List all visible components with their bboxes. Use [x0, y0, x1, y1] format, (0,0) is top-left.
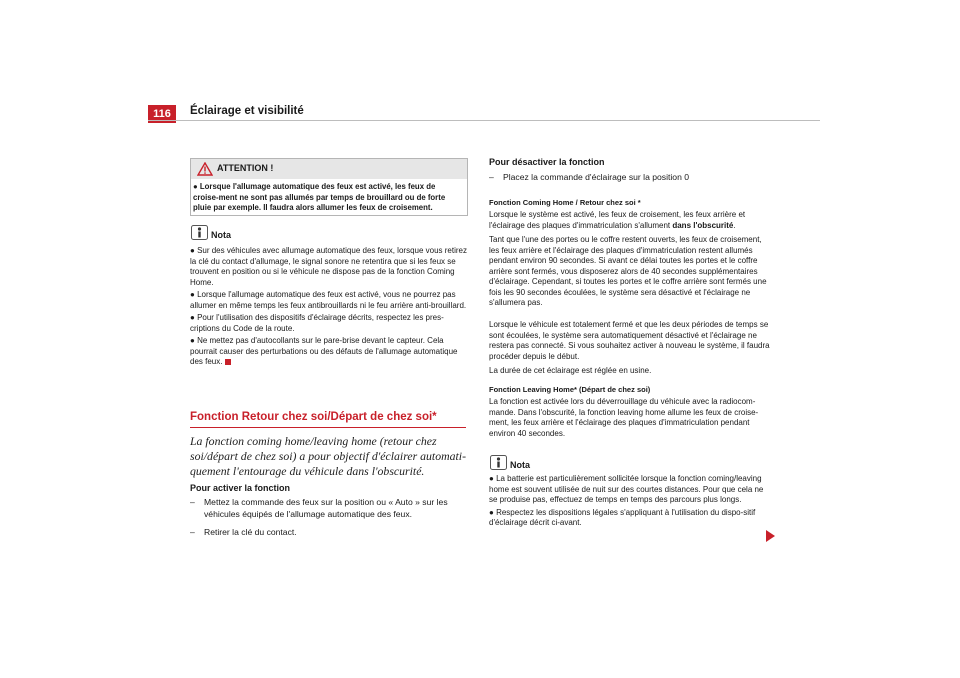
- list-item: ● Lorsque l'allumage automatique des feux est activé, vous ne pourrez pas allumer en même temps les feux antibrouillards ni le feu arrière anti-brouillard.: [190, 290, 467, 310]
- section-title: Fonction Retour chez soi/Départ de chez soi*: [190, 411, 437, 423]
- activate-steps: [190, 496, 472, 538]
- warning-text: ● Lorsque l'allumage automatique des feux est activé, les feux de croise-ment ne sont pas allumés par temps de brouillard ou de forte pluie par exemple. Il faudra alors allumer les feux de croisement.: [193, 182, 446, 212]
- continue-arrow-icon: [766, 530, 775, 542]
- bullet-icon: ●: [193, 182, 198, 191]
- list-item: ● Sur des véhicules avec allumage automatique des feux, lorsque vous retirez la clé du contact d'allumage, le signal sonore ne retentira que si les feux se trouvent en position ou si le véhicule ne dispose pas de la fonction Coming Home.: [190, 246, 467, 287]
- note-icon: [490, 455, 507, 474]
- warning-triangle-icon: [197, 162, 213, 176]
- list-item: ● Ne mettez pas d'autocollants sur le pare-brise devant le capteur. Cela pourrait causer des perturbations ou des défauts de l'allumage automatique des feux.: [190, 336, 458, 366]
- list-item: – Mettez la commande des feux sur la position ou « Auto » sur les véhicules équipés de l'allumage automatique des feux.: [190, 497, 448, 519]
- coming-home-heading: Fonction Coming Home / Retour chez soi *: [489, 198, 641, 207]
- coming-home-paragraph: Tant que l'une des portes ou le coffre restent ouverts, les feux de croisement, les feux arrière et l'éclairage des plaques d'immatriculation restent allumés pendant environ 90 secondes. Si avant ce délai toutes les portes et le coffre arrière sont fermés, vous disposerez alors de 40 secondes supplémentaires d'éclairage. Cependant, si toutes les portes et le coffre arrière sont fermés une fois les 90 secondes écoulées, le système sera désactivé et l'éclairage ne s'allumera pas.: [489, 235, 767, 307]
- section-intro: La fonction coming home/leaving home (retour chez soi/départ de chez soi) a pour objectif d'éclairer automati-quement l'entourage du véhicule dans l'obscurité.: [190, 434, 466, 478]
- header-divider: [148, 120, 820, 121]
- nota-title: Nota: [510, 460, 530, 470]
- leaving-home-heading: Fonction Leaving Home* (Départ de chez soi): [489, 385, 651, 394]
- leaving-home-paragraph: La fonction est activée lors du déverrouillage du véhicule avec la radiocom-mande. Dans l'obscurité, la fonction leaving home allume les feux de croise-ment, les feux arrière et l'éclairage des plaques d'immatriculation pendant environ 40 secondes.: [489, 397, 759, 438]
- coming-home-paragraph: La durée de cet éclairage est réglée en usine.: [489, 366, 652, 375]
- list-item: ● Pour l'utilisation des dispositifs d'éclairage décrits, respectez les pres-criptions du Code de la route.: [190, 313, 444, 333]
- coming-home-paragraph: Lorsque le véhicule est totalement fermé et que les deux périodes de temps se sont écoulées, le système sera automatiquement désactivé et l'éclairage ne restera pas connecté. Si vous souhaitez activer à nouveau le système, il faudra procéder depuis le début.: [489, 320, 770, 361]
- nota-list: [190, 246, 472, 368]
- note-icon: [191, 225, 208, 244]
- nota-list: [489, 474, 771, 529]
- chapter-title: Éclairage et visibilité: [190, 105, 304, 117]
- list-item: ● Respectez les dispositions légales s'appliquant à l'utilisation du dispo-sitif d'éclairage décrit ci-avant.: [489, 507, 756, 527]
- list-item: – Placez la commande d'éclairage sur la position 0: [489, 172, 690, 182]
- list-item: – Retirer la clé du contact.: [190, 527, 297, 537]
- page-number: 116: [148, 105, 176, 123]
- end-of-section-icon: [225, 359, 231, 365]
- warning-box: [190, 158, 468, 216]
- activate-heading: Pour activer la fonction: [190, 483, 291, 493]
- section-divider: [190, 427, 466, 428]
- list-item: ● La batterie est particulièrement sollicitée lorsque la fonction coming/leaving home est souvent utilisée de nuit sur des courtes distances. Pour que cela ne se produise pas, effectuez de temps en temps des parcours plus longs.: [489, 474, 764, 504]
- nota-title: Nota: [211, 230, 231, 240]
- deactivate-heading: Pour désactiver la fonction: [489, 157, 605, 167]
- coming-home-paragraph: Lorsque le système est activé, les feux de croisement, les feux arrière et l'éclairage des plaques d'immatriculation s'allument dans l'obscurité.: [489, 210, 746, 230]
- warning-title: ATTENTION !: [217, 163, 274, 173]
